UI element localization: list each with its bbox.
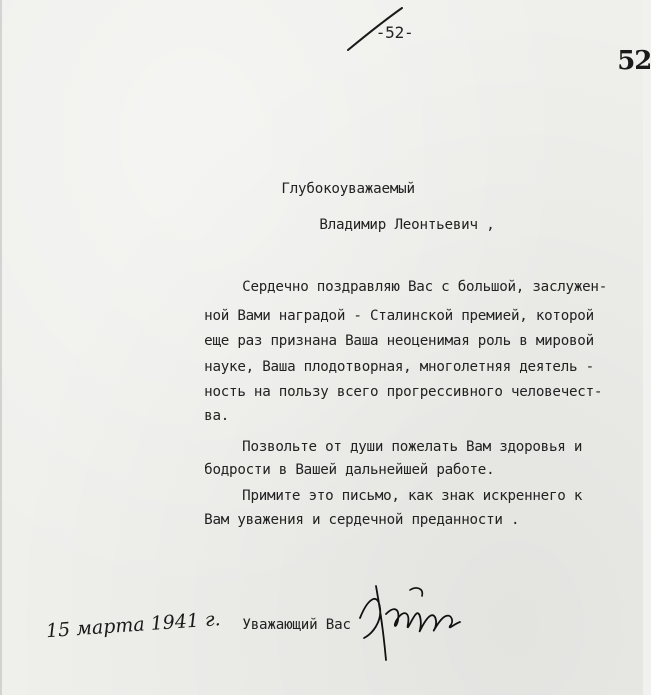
closing-line xyxy=(209,604,351,647)
typed-page-number-text: -52- xyxy=(375,23,414,42)
salutation-line-2 xyxy=(286,204,495,247)
handwritten-page-number xyxy=(585,22,651,100)
handwritten-date xyxy=(20,591,223,662)
paragraph-1-line-1: Сердечно поздравляю Вас с большой, заслужен- xyxy=(242,279,608,296)
paragraph-1-line-6: ва. xyxy=(204,408,230,425)
paragraph-3-line-1: Примите это письмо, как знак искреннего к xyxy=(242,488,583,505)
paragraph-1-line xyxy=(171,371,602,414)
paragraph-2-line-2: бодрости в Вашей дальнейшей работе. xyxy=(204,462,495,479)
handwritten-signature xyxy=(350,578,470,668)
paragraph-1-line-3: еще раз признана Ваша неоценимая роль в мировой xyxy=(204,333,594,350)
paragraph-1-line-4: науке, Ваша плодотворная, многолетняя деятель - xyxy=(204,359,594,376)
page-number-slash-mark xyxy=(340,4,410,54)
paragraph-3-line-2: Вам уважения и сердечной преданности . xyxy=(204,512,520,529)
handwritten-page-number-text: 52 xyxy=(617,46,651,76)
paragraph-2-line-1: Позвольте от души пожелать Вам здоровья и xyxy=(242,439,583,456)
paragraph-1-line-2: ной Вами наградой - Сталинской премией, которой xyxy=(204,308,594,325)
closing-text: Уважающий Вас xyxy=(242,617,351,634)
handwritten-date-text: 15 марта 1941 г. xyxy=(45,608,222,643)
paragraph-1-line-5: ность на пользу всего прогрессивного человечест- xyxy=(204,384,603,401)
salutation-line-1-text: Глубокоуважаемый xyxy=(281,181,415,198)
paragraph-3-line xyxy=(171,499,519,542)
salutation-line-2-text: Владимир Леонтьевич , xyxy=(319,217,495,234)
